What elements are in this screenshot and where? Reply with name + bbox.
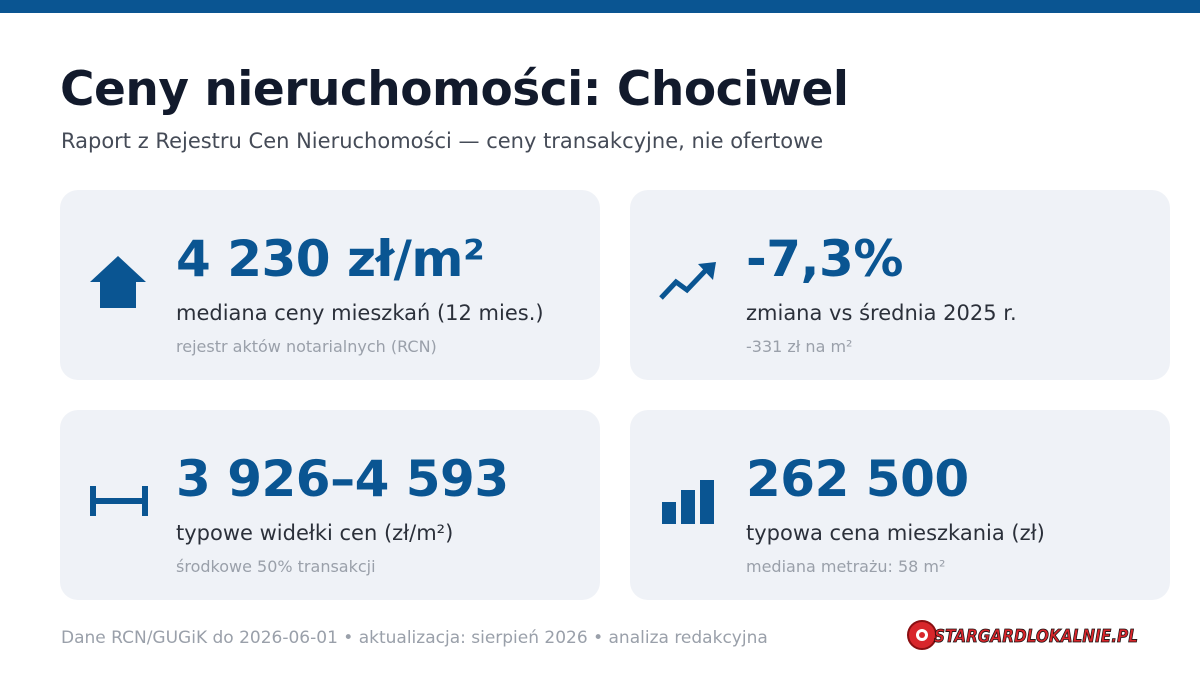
stat-value: 4 230 zł/m² (176, 230, 485, 288)
stat-card-median-price (60, 190, 600, 380)
stat-value: 262 500 (746, 450, 969, 508)
stat-note: środkowe 50% transakcji (176, 557, 376, 576)
site-logo (906, 618, 1142, 652)
trend-up-icon (658, 250, 718, 310)
stat-label: typowa cena mieszkania (zł) (746, 521, 1045, 545)
stat-value: -7,3% (746, 230, 903, 288)
stat-card-change (630, 190, 1170, 380)
stat-note: rejestr aktów notarialnych (RCN) (176, 337, 437, 356)
svg-text:STARGARDLOKALNIE.PL: STARGARDLOKALNIE.PL (934, 626, 1138, 647)
house-icon (88, 250, 148, 310)
page-title: Ceny nieruchomości: Chociwel (60, 62, 849, 117)
stat-card-price-range (60, 410, 600, 600)
top-accent-bar (0, 0, 1200, 13)
stat-value: 3 926–4 593 (176, 450, 509, 508)
stat-label: zmiana vs średnia 2025 r. (746, 301, 1017, 325)
footer-source: Dane RCN/GUGiK do 2026-06-01 • aktualizacja: sierpień 2026 • analiza redakcyjna (61, 628, 768, 648)
stat-note: -331 zł na m² (746, 337, 853, 356)
range-icon (88, 470, 148, 530)
stat-card-typical-price (630, 410, 1170, 600)
stat-label: typowe widełki cen (zł/m²) (176, 521, 454, 545)
bar-chart-icon (658, 470, 718, 530)
stat-label: mediana ceny mieszkań (12 mies.) (176, 301, 544, 325)
page-subtitle: Raport z Rejestru Cen Nieruchomości — ceny transakcyjne, nie ofertowe (61, 129, 824, 153)
stat-note: mediana metrażu: 58 m² (746, 557, 946, 576)
